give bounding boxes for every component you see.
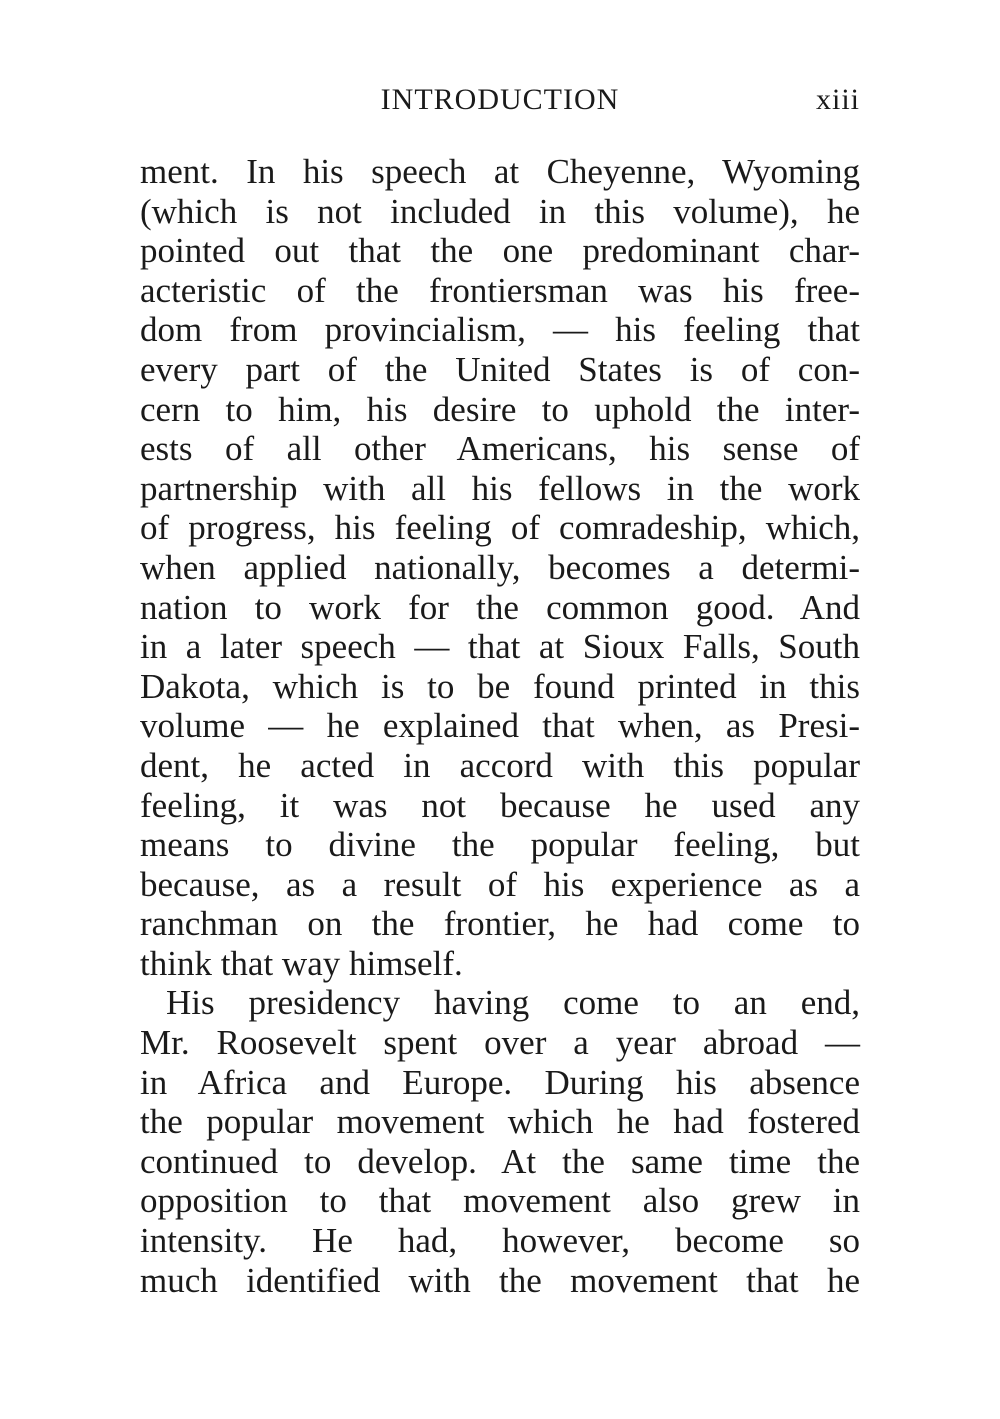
- text-line: cern to him, his desire to uphold the inter-: [140, 389, 860, 429]
- text-line: because, as a result of his experience as a: [140, 864, 860, 904]
- paragraph-start-line: His presidency having come to an end,: [166, 983, 860, 1023]
- text-line: means to divine the popular feeling, but: [140, 825, 860, 865]
- text-line: acteristic of the frontiersman was his free-: [140, 270, 860, 310]
- text-line: opposition to that movement also grew in: [140, 1181, 860, 1221]
- text-line: partnership with all his fellows in the work: [140, 468, 860, 508]
- text-line: when applied nationally, becomes a determi-: [140, 547, 860, 587]
- text-line: much identified with the movement that he: [140, 1260, 860, 1300]
- text-line: the popular movement which he had fostered: [140, 1102, 860, 1142]
- text-line: Dakota, which is to be found printed in this: [140, 666, 860, 706]
- text-line: intensity. He had, however, become so: [140, 1221, 860, 1261]
- text-line: in a later speech — that at Sioux Falls, South: [140, 627, 860, 667]
- page-number: xiii: [815, 83, 860, 116]
- chapter-title: INTRODUCTION: [380, 83, 620, 116]
- text-line: dent, he acted in accord with this popular: [140, 745, 860, 785]
- paragraph-end-line: think that way himself.: [140, 943, 463, 983]
- text-line: ment. In his speech at Cheyenne, Wyoming: [140, 152, 860, 191]
- text-line: ranchman on the frontier, he had come to: [140, 904, 860, 944]
- text-line: Mr. Roosevelt spent over a year abroad —: [140, 1023, 860, 1063]
- text-line: pointed out that the one predominant char-: [140, 231, 860, 271]
- text-line: feeling, it was not because he used any: [140, 785, 860, 825]
- text-line: volume — he explained that when, as Presi-: [140, 706, 860, 746]
- text-line: (which is not included in this volume), he: [140, 191, 860, 231]
- running-head: [140, 78, 860, 122]
- text-line: of progress, his feeling of comradeship, which,: [140, 508, 860, 548]
- text-line: continued to develop. At the same time the: [140, 1141, 860, 1181]
- text-line: in Africa and Europe. During his absence: [140, 1062, 860, 1102]
- text-line: ests of all other Americans, his sense of: [140, 429, 860, 469]
- text-line: nation to work for the common good. And: [140, 587, 860, 627]
- text-line: every part of the United States is of con-: [140, 349, 860, 389]
- text-line: dom from provincialism, — his feeling that: [140, 310, 860, 350]
- body-text: [140, 152, 860, 1300]
